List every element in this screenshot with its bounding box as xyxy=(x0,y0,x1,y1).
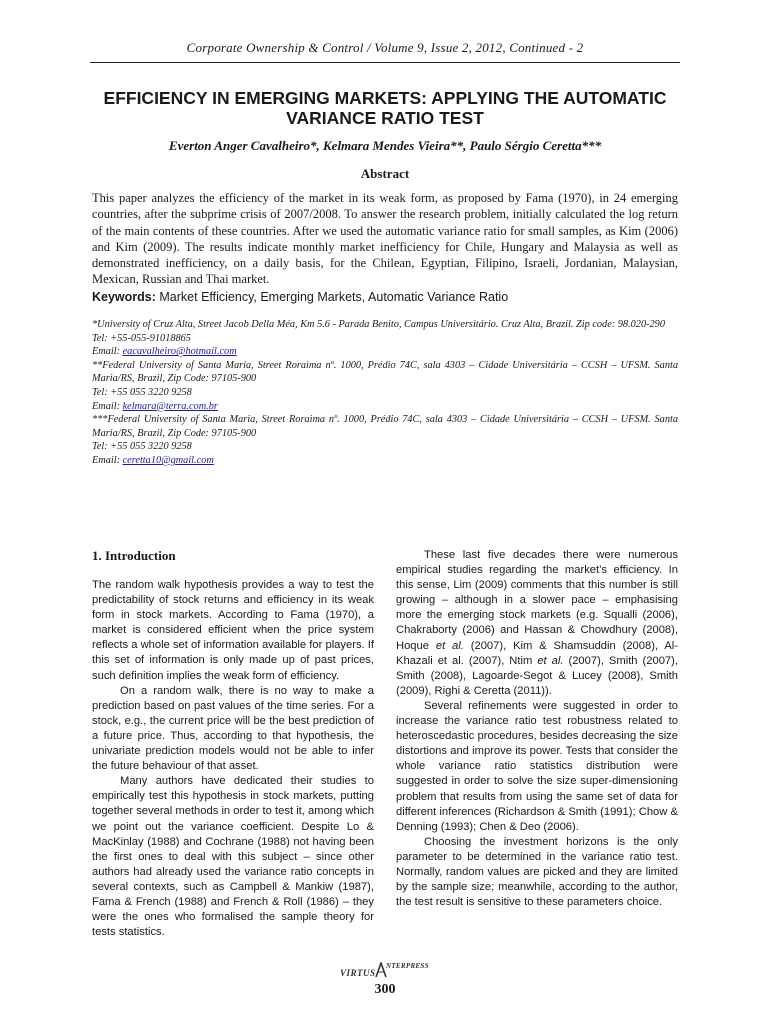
right-paragraph-1-part-b: (2007), Kim & Shamsuddin (2008), Al-Khazali et al. (2007), Ntim xyxy=(396,639,678,667)
paper-title: EFFICIENCY IN EMERGING MARKETS: APPLYING THE AUTOMATIC VARIANCE RATIO TEST xyxy=(103,88,667,128)
intro-paragraph-3: Many authors have dedicated their studies to empirically test this hypothesis in stock markets, putting together several methods in order to test it, among which we point out the variance coefficient. Despite Lo & MacKinlay (1988) and Cochrane (1988) not having been the first ones to deal with this subject – since other authors had already used the variance ratio concepts in several contexts, such as Campbell & Mankiw (1987), Fama & French (1988) and French & Roll (1986) – they were the ones who formalised the sample theory for tests statistics. xyxy=(92,775,374,939)
email-label: Email: xyxy=(92,400,121,412)
affiliation-1-email-line xyxy=(92,345,678,359)
right-paragraph-1 xyxy=(396,548,678,699)
right-column xyxy=(396,548,678,910)
keywords-label: Keywords: xyxy=(92,290,156,304)
header-rule xyxy=(90,62,680,63)
section-heading-introduction: 1. Introduction xyxy=(92,548,176,563)
right-paragraph-1-part-a: These last five decades there were numerous empirical studies regarding the market’s efficiency. In this sense, Lim (2009) comments that this number is still growing – although in a slower pace – emphasising more the emerging stock markets (e.g. Squalli (2006), Chakraborty (2006) and Hassan & Chowdhury (2008), Hoque xyxy=(396,549,678,652)
publisher-logo xyxy=(340,962,430,980)
right-paragraph-1-part-c: (2007), Smith (2007), Smith (2008), Lagoarde-Segot & Lucey (2008), Smith (2009), Righi & Ceretta (2011)). xyxy=(396,654,678,697)
right-paragraph-3: Choosing the investment horizons is the only parameter to be determined in the variance ratio test. Normally, random values are picked and they are limited by the sample size; meanwhile, according to the author, the test result is sensitive to these parameters choice. xyxy=(396,835,678,909)
affiliations xyxy=(92,318,678,468)
email-label: Email: xyxy=(92,346,121,358)
et-al-italic-2: et al. xyxy=(537,654,564,667)
affiliation-2-email-line xyxy=(92,400,678,414)
abstract-body: This paper analyzes the efficiency of the market in its weak form, as proposed by Fama (1970), in 24 emerging countries, after the subprime crisis of 2007/2008. To answer the research problem, initially calculated the log return of the main contents of these countries. After we used the automatic variance ratio for small samples, as Kim (2006) and Kim (2009). The results indicate monthly market inefficiency for Chile, Hungary and Malaysia as well as demonstrated inefficiency, on a daily basis, for the Chilean, Egyptian, Filipino, Israeli, Jordanian, Malaysian, Mexican, Russian and Thai market. xyxy=(92,191,678,287)
running-head: Corporate Ownership & Control / Volume 9, Issue 2, 2012, Continued - 2 xyxy=(186,40,584,55)
affiliation-3-email-line xyxy=(92,454,678,468)
et-al-italic-1: et al. xyxy=(435,639,464,652)
keywords-line xyxy=(92,290,678,304)
email-link-3[interactable]: ceretta10@gmail.com xyxy=(122,454,214,466)
right-paragraph-2: Several refinements were suggested in order to increase the variance ratio test robustness related to heteroscedastic procedures, besides decreasing the size distortions and improve its power. Tests that consider the whole variance ratio statistics distribution were suggested in order to solve the size super-dimensioning problem that results from using the same set of data for different inferences (Richardson & Smith (1991); Chow & Denning (1993); Chen & Deo (2006). xyxy=(396,699,678,833)
email-link-1[interactable]: eacavalheiro@hotmail.com xyxy=(122,346,237,358)
affiliation-2-tel: Tel: +55 055 3220 9258 xyxy=(92,386,192,398)
affiliation-3-tel: Tel: +55 055 3220 9258 xyxy=(92,441,192,453)
affiliation-3-address: ***Federal University of Santa Maria, Street Roraima nº. 1000, Prédio 74C, sala 4303 – Cidade Universitária – CCSH – UFSM. Santa Maria/RS, Brazil, Zip Code: 97105-900 xyxy=(92,414,678,439)
author-list: Everton Anger Cavalheiro*, Kelmara Mendes Vieira**, Paulo Sérgio Ceretta*** xyxy=(168,138,602,153)
keywords-text: Market Efficiency, Emerging Markets, Automatic Variance Ratio xyxy=(159,290,509,304)
publisher-logo-word-2: NTERPRESS xyxy=(386,962,429,970)
email-link-2[interactable]: kelmara@terra.com.br xyxy=(122,400,218,412)
left-column xyxy=(92,548,374,940)
publisher-logo-word-1: VIRTUS xyxy=(340,968,376,978)
affiliation-1-address: *University of Cruz Alta, Street Jacob Della Méa, Km 5.6 - Parada Benito, Campus Universitário. Cruz Alta, Brazil. Zip code: 98.020-290 xyxy=(92,319,665,330)
abstract-heading: Abstract xyxy=(360,166,410,181)
page-number: 300 xyxy=(374,982,396,997)
affiliation-2-address: **Federal University of Santa Maria, Street Roraima nº. 1000, Prédio 74C, sala 4303 – Cidade Universitária – CCSH – UFSM. Santa Maria/RS, Brazil, Zip Code: 97105-900 xyxy=(92,359,678,385)
email-label: Email: xyxy=(92,454,121,466)
intro-paragraph-2: On a random walk, there is no way to make a prediction based on past values of the time series. For a stock, e.g., the current price will be the best prediction of a future price. Thus, according to that hypothesis, the univariate prediction models would not be able to infer the future behaviour of that asset. xyxy=(92,684,374,773)
affiliation-1-tel: Tel: +55-055-91018865 xyxy=(92,332,191,344)
intro-paragraph-1: The random walk hypothesis provides a way to test the predictability of stock returns and efficiency in its weak form in stock markets. According to Fama (1970), a market is considered efficient when the price system reflects a whole set of information available for players. If this set of information is only made up of past prices, such definition implies the weak form of efficiency. xyxy=(92,579,374,682)
